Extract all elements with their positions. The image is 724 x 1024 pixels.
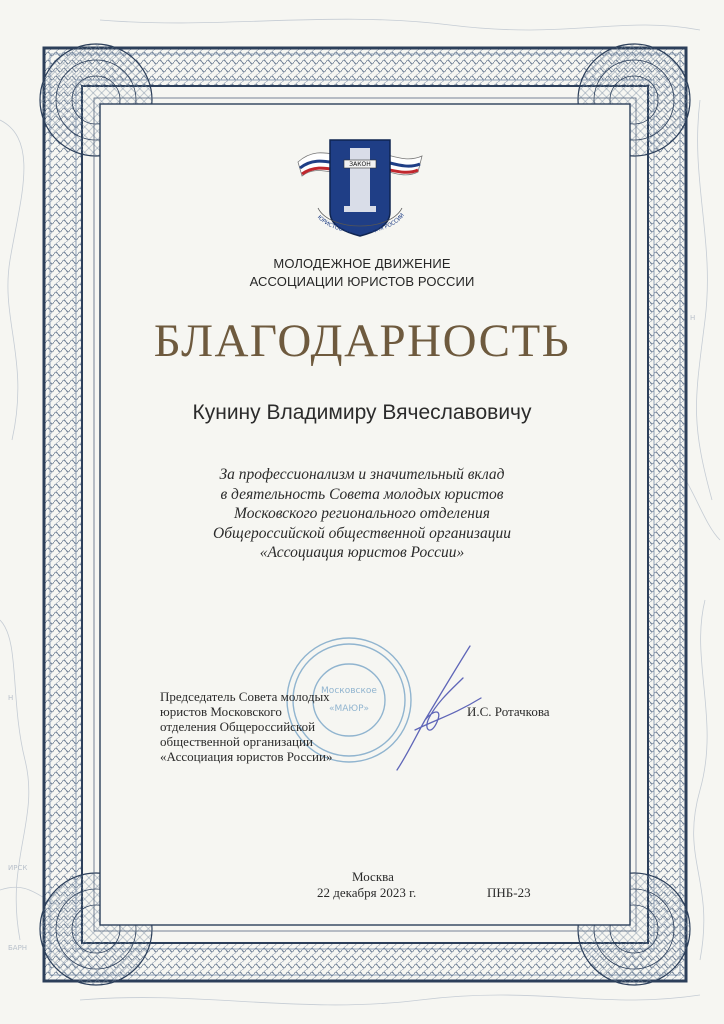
logo-banner-text: ЗАКОН	[349, 161, 371, 168]
logo-ring-text: ЮРИСТОВ АССОЦИАЦИЯ РОССИИ	[315, 212, 406, 236]
reason-line: За профессионализм и значительный вклад	[219, 466, 505, 483]
reason-line: Общероссийской общественной организации	[213, 524, 511, 542]
certificate-title: БЛАГОДАРНОСТЬ	[153, 315, 571, 367]
signer-name: И.С. Ротачкова	[467, 704, 550, 719]
signer-position-line: Председатель Совета молодых	[160, 689, 330, 704]
svg-text:Н: Н	[690, 314, 696, 322]
signer-position-line: отделения Общероссийской	[160, 719, 316, 734]
reason-line: Московского регионального отделения	[234, 505, 490, 522]
signer-position-line: юристов Московского	[160, 704, 282, 719]
stamp-text-2: «МАЮР»	[328, 704, 370, 714]
reason-text	[0, 465, 724, 563]
organization-line-2: АССОЦИАЦИИ ЮРИСТОВ РОССИИ	[249, 274, 475, 289]
reason-line: в деятельность Совета молодых юристов	[220, 485, 504, 503]
recipient-name: Кунину Владимиру Вячеславовичу	[192, 401, 532, 424]
association-logo	[290, 132, 430, 240]
issue-date: 22 декабря 2023 г.	[317, 885, 417, 900]
organization-line-1: МОЛОДЕЖНОЕ ДВИЖЕНИЕ	[273, 256, 451, 271]
city: Москва	[352, 869, 394, 884]
document-code: ПНБ-23	[487, 885, 531, 900]
stamp-text-1: Московское	[321, 686, 377, 696]
signer-position-line: «Ассоциация юристов России»	[160, 749, 333, 764]
reason-line: «Ассоциация юристов России»	[259, 544, 465, 561]
svg-text:ИРСК: ИРСК	[8, 864, 28, 872]
svg-text:Н: Н	[8, 694, 14, 702]
signer-position-line: общественной организации	[160, 734, 313, 749]
svg-text:БАРН: БАРН	[8, 944, 28, 952]
signer-position	[160, 689, 332, 764]
